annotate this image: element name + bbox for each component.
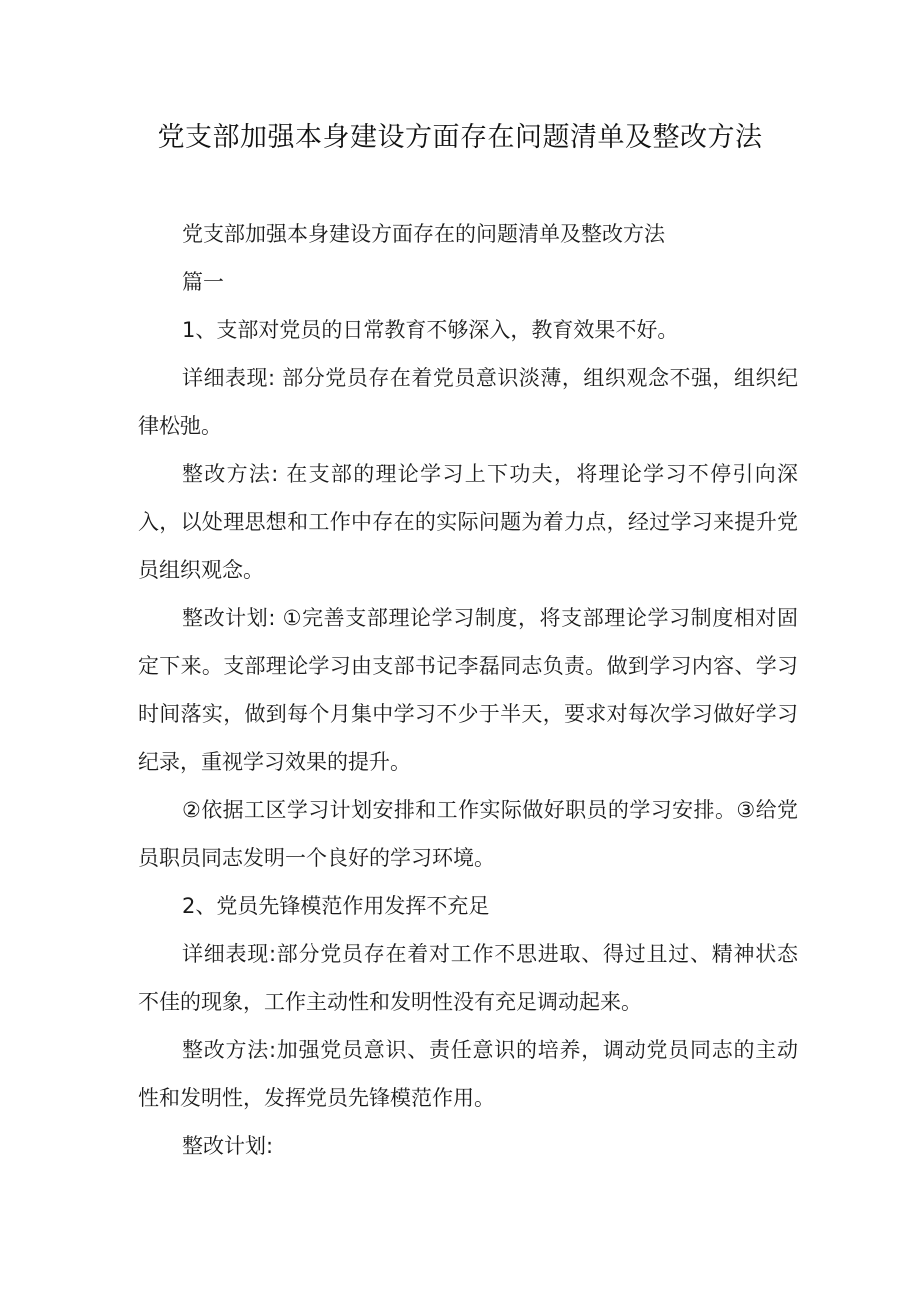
paragraph-section-label: 篇一 [182, 270, 224, 294]
paragraph-subtitle: 党支部加强本身建设方面存在的问题清单及整改方法 [182, 222, 665, 246]
paragraph-item-1-plan-continued: ②依据工区学习计划安排和工作实际做好职员的学习安排。③给党员职员同志发明一个良好的学习环境。 [138, 798, 798, 870]
paragraph-item-1-details: 详细表现: 部分党员存在着党员意识淡薄，组织观念不强，组织纪律松弛。 [138, 366, 798, 438]
paragraph-item-2-heading: 2、党员先锋模范作用发挥不充足 [182, 894, 490, 918]
paragraph-item-2-plan: 整改计划: [182, 1134, 274, 1158]
paragraph-item-1-method: 整改方法: 在支部的理论学习上下功夫，将理论学习不停引向深入，以处理思想和工作中存在的实际问题为着力点，经过学习来提升党员组织观念。 [138, 462, 798, 582]
document-body [138, 210, 798, 1170]
paragraph-item-2-details: 详细表现:部分党员存在着对工作不思进取、得过且过、精神状态不佳的现象，工作主动性和发明性没有充足调动起来。 [138, 942, 798, 1014]
paragraph-item-2-method: 整改方法:加强党员意识、责任意识的培养，调动党员同志的主动性和发明性，发挥党员先锋模范作用。 [138, 1038, 798, 1110]
paragraph-item-1-heading: 1、支部对党员的日常教育不够深入，教育效果不好。 [182, 318, 679, 342]
paragraph-item-1-plan: 整改计划: ①完善支部理论学习制度，将支部理论学习制度相对固定下来。支部理论学习由支部书记李磊同志负责。做到学习内容、学习时间落实，做到每个月集中学习不少于半天，要求对每次学习做好学习纪录，重视学习效果的提升。 [138, 606, 798, 774]
document-title: 党支部加强本身建设方面存在问题清单及整改方法 [157, 122, 763, 153]
